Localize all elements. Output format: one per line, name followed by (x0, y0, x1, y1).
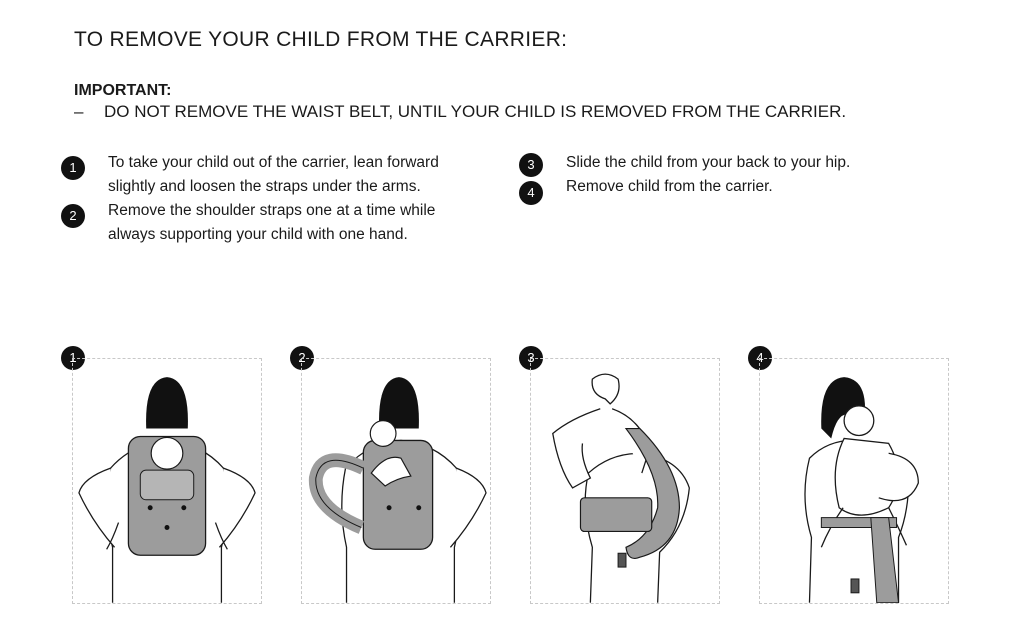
remove-child-drawing (760, 359, 948, 603)
panel-1-badge: 1 (61, 346, 85, 370)
panel-3-illustration (530, 358, 720, 604)
panel-1-illustration (72, 358, 262, 604)
step-2-badge: 2 (61, 204, 85, 228)
important-label: IMPORTANT: (74, 82, 172, 99)
panel-3-badge: 3 (519, 346, 543, 370)
step-4-badge: 4 (519, 181, 543, 205)
important-note (74, 102, 846, 122)
panel-4-illustration (759, 358, 949, 604)
step-3-badge: 3 (519, 153, 543, 177)
loosen-straps-drawing (73, 359, 261, 603)
step-3-text: Slide the child from your back to your hip. (566, 154, 851, 171)
panel-2-illustration (301, 358, 491, 604)
slide-to-hip-drawing (531, 359, 719, 603)
step-1-line-1: To take your child out of the carrier, lean forward (108, 154, 439, 171)
page-title: TO REMOVE YOUR CHILD FROM THE CARRIER: (74, 28, 568, 51)
step-2-line-2: always supporting your child with one hand. (108, 226, 408, 243)
remove-shoulder-strap-drawing (302, 359, 490, 603)
step-1-badge: 1 (61, 156, 85, 180)
bullet-dash: – (74, 102, 84, 121)
panel-2-badge: 2 (290, 346, 314, 370)
important-text: DO NOT REMOVE THE WAIST BELT, UNTIL YOUR CHILD IS REMOVED FROM THE CARRIER. (104, 102, 847, 121)
panel-4-badge: 4 (748, 346, 772, 370)
step-1-line-2: slightly and loosen the straps under the arms. (108, 178, 421, 195)
step-2-line-1: Remove the shoulder straps one at a time while (108, 202, 436, 219)
step-1-text (108, 151, 439, 199)
step-2-text (108, 199, 435, 247)
step-4-text: Remove child from the carrier. (566, 178, 773, 195)
